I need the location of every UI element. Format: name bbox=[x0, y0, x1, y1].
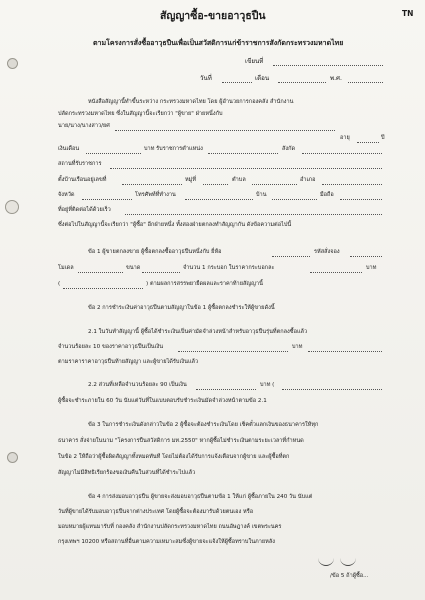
document-title: สัญญาซื้อ-ขายอาวุธปืน bbox=[160, 10, 266, 22]
month-field[interactable] bbox=[278, 82, 326, 83]
amphoe-field[interactable] bbox=[322, 184, 382, 185]
house-number-field[interactable] bbox=[122, 184, 182, 185]
mobile-label: มือถือ bbox=[320, 192, 334, 198]
work-phone-label: โทรศัพท์ที่ทำงาน bbox=[135, 192, 176, 198]
order-code-field[interactable] bbox=[350, 256, 382, 257]
clause1-line: ข้อ 1 ผู้ขายตกลงขาย ผู้ซื้อตกลงซื้ออาวุธปืนหนึ่งกับ ยี่ห้อ bbox=[88, 249, 222, 255]
day-label: วันที่ bbox=[200, 75, 212, 82]
clause3-line: ธนาคาร สั่งจ่ายในนาม "โครงการปืนสวัสดิการ มท.2550" หากผู้ซื้อไม่ชำระเงินตามระยะเวลาที่กำหนด bbox=[58, 438, 304, 444]
province-field[interactable] bbox=[82, 199, 132, 200]
clause1-closing: ) ตามผลการสรรพยายืดผลและราคาท้ายสัญญานี้ bbox=[146, 281, 263, 287]
size-label: ขนาด bbox=[126, 265, 141, 271]
order-code-label: รหัสสั่งจอง bbox=[314, 249, 340, 255]
deposit-baht-label: บาท bbox=[292, 344, 303, 350]
department-label: สังกัด bbox=[282, 146, 296, 152]
clause2-2-line: ผู้ซื้อจะชำระภายใน 60 วัน นับแต่วันที่ในแบบตอบรับชำระเงินมัดจำล่วงหน้าตามข้อ 2.1 bbox=[58, 398, 267, 404]
price-words-field[interactable] bbox=[63, 288, 143, 289]
baht-label: บาท bbox=[366, 265, 377, 271]
work-phone-field[interactable] bbox=[185, 199, 253, 200]
preamble-line: หนังสือสัญญานี้ทำขึ้นระหว่าง กระทรวงมหาดไทย โดย ผู้อำนวยการกองคลัง สำนักงาน bbox=[88, 99, 294, 105]
initials-mark bbox=[340, 556, 356, 566]
amphoe-label: อำเภอ bbox=[300, 177, 316, 183]
balance-field[interactable] bbox=[196, 389, 256, 390]
balance-baht-label: บาท ( bbox=[260, 382, 275, 388]
salary-label: เงินเดือน bbox=[58, 146, 80, 152]
binder-hole bbox=[7, 58, 18, 69]
brand-field[interactable] bbox=[272, 256, 310, 257]
balance-words-field[interactable] bbox=[282, 389, 382, 390]
clause2-1-line: 2.1 ในวันทำสัญญานี้ ผู้ซื้อได้ชำระเงินเป็นค่ามัดจำล่วงหน้าสำหรับอาวุธปืนรุ่นที่ตกลงซื้อแล้ว bbox=[88, 329, 308, 335]
clause2-1-line: ตามราคาราคาอาวุธปืนท้ายสัญญา และผู้ขายได้รับเงินแล้ว bbox=[58, 359, 199, 365]
open-paren: ( bbox=[58, 281, 61, 287]
quantity-price-label: จำนวน 1 กระบอก ในราคากระบอกละ bbox=[183, 265, 275, 271]
clause4-line: ข้อ 4 การส่งมอบอาวุธปืน ผู้ขายจะส่งมอบอาวุธปืนตามข้อ 1 ให้แก่ ผู้ซื้อภายใน 240 วัน นับแต่ bbox=[88, 494, 313, 500]
binder-hole bbox=[5, 200, 19, 214]
workplace-field[interactable] bbox=[110, 168, 382, 169]
clause2-2-line: 2.2 ส่วนที่เหลือจำนวนร้อยละ 90 เป็นเงิน bbox=[88, 382, 187, 388]
clause2-heading: ข้อ 2 การชำระเงินค่าอาวุธปืนตามสัญญาในข้อ 1 ผู้ซื้อตกลงชำระให้ผู้ขายดังนี้ bbox=[88, 305, 275, 311]
year-field[interactable] bbox=[348, 82, 383, 83]
corner-code: TN bbox=[402, 9, 414, 18]
province-label: จังหวัด bbox=[58, 192, 75, 198]
moo-field[interactable] bbox=[203, 184, 228, 185]
written-at-label: เขียนที่ bbox=[245, 58, 264, 65]
month-label: เดือน bbox=[255, 75, 270, 82]
deposit-words-field[interactable] bbox=[308, 351, 382, 352]
model-label: โมเดล bbox=[58, 265, 74, 271]
buyer-name-field[interactable] bbox=[115, 130, 335, 131]
clause3-line: ข้อ 3 ในการชำระเงินดังกล่าวในข้อ 2 ผู้ซื้อจะต้องชำระเงินโดย เช็คตั๋วแลกเงินของธนาคารให้ทุก bbox=[88, 422, 319, 428]
clause4-line: มอบหมายผู้แทนมารับที่ กองคลัง สำนักงานปลัดกระทรวงมหาดไทย ถนนอัษฎางค์ เขตพระนคร bbox=[58, 524, 282, 530]
model-field[interactable] bbox=[78, 272, 123, 273]
deposit-field[interactable] bbox=[178, 351, 288, 352]
initials-mark bbox=[318, 556, 334, 566]
clause2-1-line: จำนวนร้อยละ 10 ของราคาอาวุธปืนเป็นเงิน bbox=[58, 344, 164, 350]
house-number-label: ตั้งบ้านเรือนอยู่เลขที่ bbox=[58, 177, 107, 183]
preamble-line: ปลัดกระทรวงมหาดไทย ซึ่งในสัญญานี้จะเรียกว่า "ผู้ขาย" ฝ่ายหนึ่งกับ bbox=[58, 111, 223, 117]
clause3-line: สัญญาไม่มีสิทธิเรียกร้องขอเงินคืนในส่วนที่ได้ชำระไปแล้ว bbox=[58, 470, 196, 476]
buyer-name-label: นาย/นาง/นางสาว/ยศ bbox=[58, 123, 110, 129]
moo-label: หมู่ที่ bbox=[185, 177, 197, 183]
tambon-label: ตำบล bbox=[232, 177, 246, 183]
document-subtitle: ตามโครงการสั่งซื้ออาวุธปืนเพื่อเป็นสวัสดิการแก่ข้าราชการสังกัดกระทรวงมหาดไทย bbox=[93, 39, 344, 47]
position-field[interactable] bbox=[208, 153, 278, 154]
size-field[interactable] bbox=[142, 272, 180, 273]
workplace-label: สถานที่รับราชการ bbox=[58, 161, 102, 167]
day-field[interactable] bbox=[222, 82, 252, 83]
binder-hole bbox=[7, 452, 18, 463]
contact-address-label: ที่อยู่ที่ติดต่อได้ด้วยเร็ว bbox=[58, 207, 111, 213]
age-field[interactable] bbox=[357, 142, 379, 143]
year-label: พ.ศ. bbox=[330, 75, 342, 82]
home-phone-label: บ้าน bbox=[256, 192, 267, 198]
home-phone-field[interactable] bbox=[272, 199, 317, 200]
department-field[interactable] bbox=[302, 153, 382, 154]
age-label: อายุ bbox=[340, 135, 350, 141]
age-year-label: ปี bbox=[381, 135, 385, 141]
clause3-line: ในข้อ 2 ให้ถือว่าผู้ซื้อผิดสัญญาทั้งหมดทันที โดยไม่ต้องได้รับการแจ้งเตือนจากผู้ขาย และผู้ซื้อที่ตก bbox=[58, 454, 290, 460]
mobile-field[interactable] bbox=[340, 199, 382, 200]
contact-address-field[interactable] bbox=[125, 214, 382, 215]
written-at-field[interactable] bbox=[273, 65, 383, 66]
clause4-line: วันที่ผู้ขายได้รับมอบอาวุธปืนจากต่างประเทศ โดยผู้ซื้อจะต้องมารับด้วยตนเอง หรือ bbox=[58, 509, 254, 515]
tambon-field[interactable] bbox=[252, 184, 297, 185]
salary-field[interactable] bbox=[86, 153, 141, 154]
clause4-line: กรุงเทพฯ 10200 หรือสถานที่อื่นตามความเหมาะสมซึ่งผู้ขายจะแจ้งให้ผู้ซื้อทราบในภายหลัง bbox=[58, 539, 275, 545]
continuation-note: /ข้อ 5 ถ้าผู้ซื้อ... bbox=[330, 573, 369, 579]
preamble-closing: ซึ่งต่อไปในสัญญานี้จะเรียกว่า "ผู้ซื้อ" อีกฝ่ายหนึ่ง ทั้งสองฝ่ายตกลงทำสัญญากัน ดังข้อความต่อไปนี้ bbox=[58, 222, 292, 228]
position-label: บาท รับราชการตำแหน่ง bbox=[144, 146, 203, 152]
price-field[interactable] bbox=[310, 272, 362, 273]
